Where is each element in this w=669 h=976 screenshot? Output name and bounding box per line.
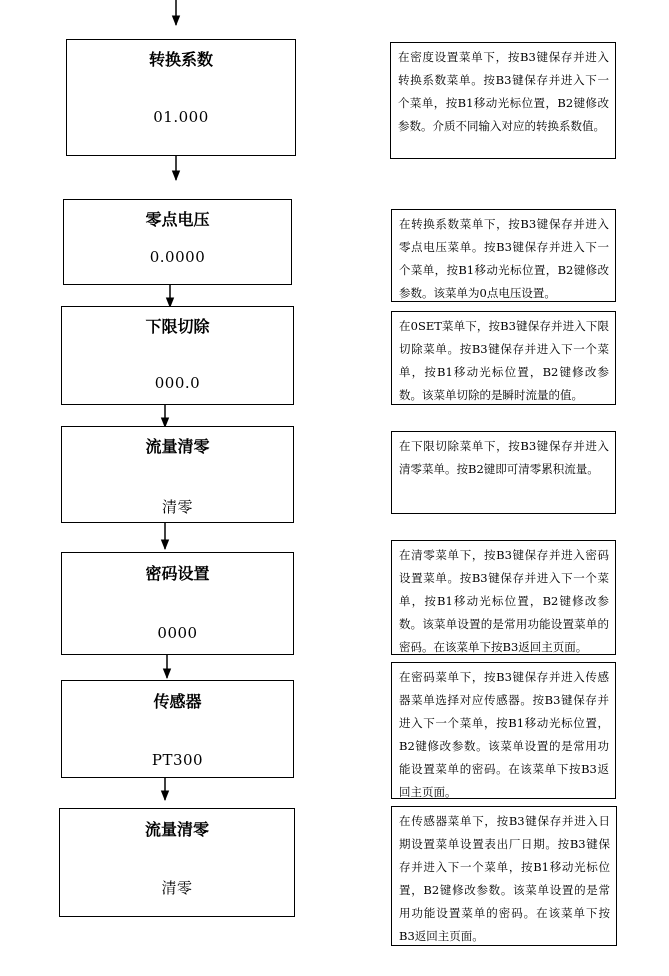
menu-box-zero-voltage — [63, 199, 292, 285]
description-sensor: 在密码菜单下，按B3键保存并进入传感器菜单选择对应传感器。按B3键保存并进入下一个菜单，按B1移动光标位置，B2键修改参数。该菜单设置的是常用功能设置菜单的密码。在该菜单下按B3返回主页面。 — [391, 662, 616, 799]
menu-value: 0000 — [157, 624, 198, 642]
menu-title: 下限切除 — [145, 317, 210, 336]
menu-box-low-cutoff — [61, 306, 294, 405]
menu-title: 传感器 — [153, 692, 202, 711]
menu-title: 转换系数 — [148, 50, 213, 69]
menu-title: 零点电压 — [145, 210, 210, 229]
menu-value: 0.0000 — [149, 248, 206, 266]
description-flow-reset-2: 在传感器菜单下，按B3键保存并进入日期设置菜单设置表出厂日期。按B3键保存并进入下一个菜单，按B1移动光标位置，B2键修改参数。该菜单设置的是常用功能设置菜单的密码。在该菜单下按B3返回主页面。 — [391, 806, 617, 946]
description-password-setting: 在清零菜单下，按B3键保存并进入密码设置菜单。按B3键保存并进入下一个菜单，按B1移动光标位置，B2键修改参数。该菜单设置的是常用功能设置菜单的密码。在该菜单下按B3返回主页面。 — [391, 540, 616, 655]
menu-box-sensor — [61, 680, 294, 778]
menu-title: 流量清零 — [144, 820, 209, 839]
menu-box-flow-reset — [61, 426, 294, 523]
menu-value: 01.000 — [153, 108, 209, 126]
menu-title: 流量清零 — [145, 437, 210, 456]
menu-box-password-setting — [61, 552, 294, 655]
menu-box-flow-reset-2 — [59, 808, 295, 917]
menu-value: 清零 — [161, 879, 193, 897]
menu-title: 密码设置 — [145, 564, 210, 583]
description-flow-reset: 在下限切除菜单下，按B3键保存并进入清零菜单。按B2键即可清零累积流量。 — [391, 431, 616, 514]
menu-value: PT300 — [151, 751, 204, 769]
menu-box-conversion-factor — [66, 39, 296, 156]
menu-value: 清零 — [161, 498, 193, 516]
description-conversion-factor: 在密度设置菜单下，按B3键保存并进入转换系数菜单。按B3键保存并进入下一个菜单，按B1移动光标位置，B2键修改参数。介质不同输入对应的转换系数值。 — [390, 42, 616, 159]
menu-value: 000.0 — [154, 374, 201, 392]
description-low-cutoff: 在0SET菜单下，按B3键保存并进入下限切除菜单。按B3键保存并进入下一个菜单，按B1移动光标位置，B2键修改参数。该菜单切除的是瞬时流量的值。 — [391, 311, 616, 405]
description-zero-voltage: 在转换系数菜单下，按B3键保存并进入零点电压菜单。按B3键保存并进入下一个菜单，按B1移动光标位置，B2键修改参数。该菜单为0点电压设置。 — [391, 209, 616, 302]
